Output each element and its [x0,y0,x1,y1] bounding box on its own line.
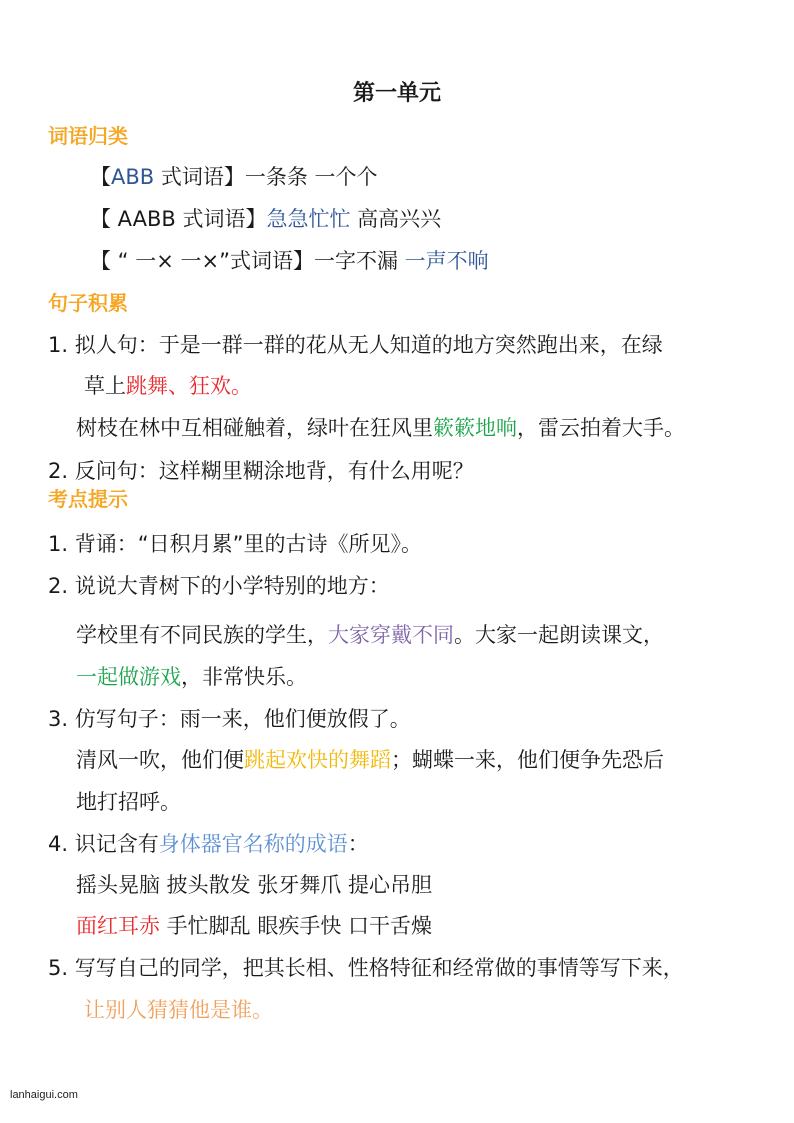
section-heading-sentences: 句子积累 [48,291,128,315]
tip-3-answer-line-1 [76,746,664,774]
tip-2b-rest: ，非常快乐。 [181,665,307,689]
sentence-1-highlight: 跳舞、狂欢。 [126,374,252,398]
aabb-prefix: 【 AABB 式词语】 [90,207,267,231]
tip-3a-highlight: 跳起欢快的舞蹈 [244,748,391,772]
tip-2a-plain: 学校里有不同民族的学生， [76,623,328,647]
tip-5-answer: 让别人猜猜他是谁。 [84,998,273,1022]
footer-watermark: lanhaigui.com [10,1089,78,1101]
sentence-2: 2. 反问句：这样糊里糊涂地背，有什么用呢？ [48,459,474,483]
abb-label: ABB [111,165,155,189]
tip-2: 2. 说说大青树下的小学特别的地方： [48,574,390,598]
tip-4 [48,830,369,858]
sentence-1-plain: 草上 [84,374,126,398]
tip-3-answer-line-2: 地打招呼。 [76,790,181,814]
tip-5: 5. 写写自己的同学，把其长相、性格特征和经常做的事情等写下来， [48,956,684,980]
sentence-1-example-2 [76,414,685,442]
yixyi-example: 一声不响 [404,249,489,273]
aabb-line [90,205,441,233]
tip-4-highlight: 身体器官名称的成语 [158,832,348,856]
yixyi-prefix: 【 “ 一× 一×”式词语】一字不漏 [90,249,405,273]
yixyi-line [90,247,489,275]
sentence-1b-c: ，雷云拍着大手。 [517,416,685,440]
tip-2-answer-line-1 [76,621,664,649]
sentence-1-line-2 [84,372,252,400]
idiom-highlight: 面红耳赤 [76,914,160,938]
tip-3a-plain: 清风一吹，他们便 [76,748,244,772]
tip-2a-rest: 。大家一起朗读课文， [454,623,664,647]
aabb-example-1: 急急忙忙 [266,207,351,231]
tip-4-colon: ： [347,832,369,856]
sentence-1b-a: 树枝在林中互相碰触着，绿叶在狂风里 [76,416,433,440]
tip-3a-rest: ；蝴蝶一来，他们便争先恐后 [391,748,664,772]
tip-3: 3. 仿写句子：雨一来，他们便放假了。 [48,707,411,731]
idioms-line-2-rest: 手忙脚乱 眼疾手快 口干舌燥 [160,914,433,938]
aabb-example-2: 高高兴兴 [350,207,442,231]
abb-bracket: 【 [90,165,111,189]
abb-rest: 式词语】一条条 一个个 [154,165,378,189]
sentence-1-line-1: 1. 拟人句：于是一群一群的花从无人知道的地方突然跑出来，在绿 [48,333,663,357]
page-title: 第一单元 [352,81,441,106]
tip-1: 1. 背诵：“日积月累”里的古诗《所见》。 [48,532,422,556]
idioms-line-2 [76,912,432,940]
abb-line [90,163,378,191]
tip-2b-highlight: 一起做游戏 [76,665,181,689]
sentence-1b-highlight: 簌簌地响 [433,416,517,440]
section-heading-words: 词语归类 [48,124,128,148]
idioms-line-1: 摇头晃脑 披头散发 张牙舞爪 提心吊胆 [76,873,433,897]
tip-2-answer-line-2 [76,663,307,691]
section-heading-tips: 考点提示 [48,487,128,511]
tip-2a-highlight: 大家穿戴不同 [328,623,454,647]
tip-4-plain: 4. 识记含有 [48,832,159,856]
